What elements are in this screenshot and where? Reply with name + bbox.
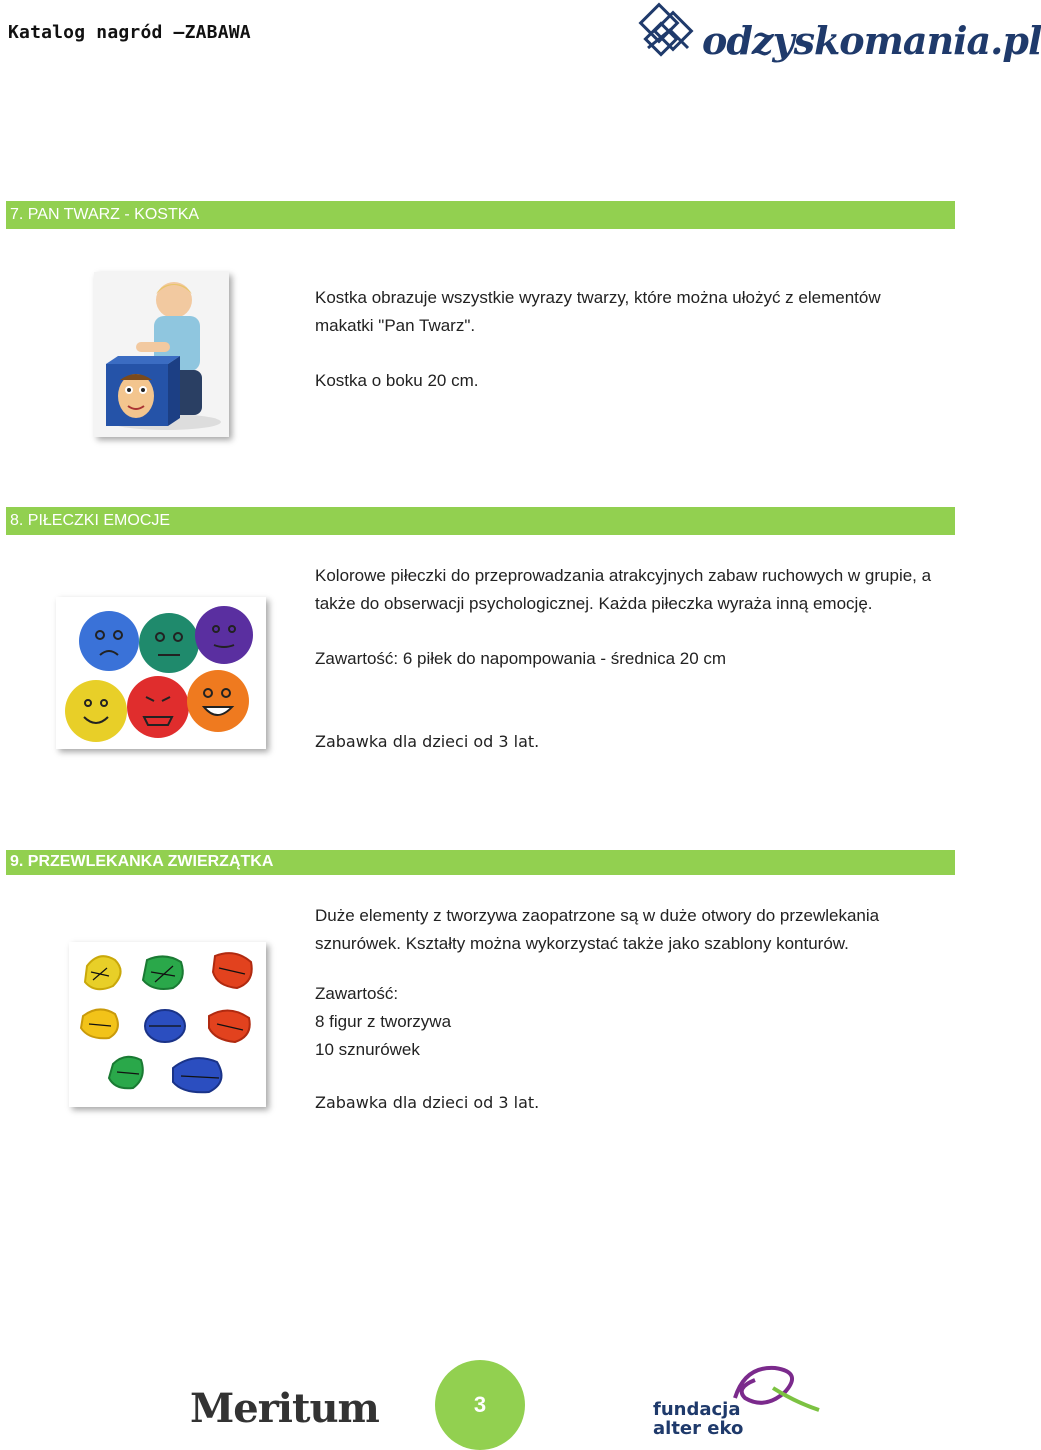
meritum-logo: Meritum — [190, 1385, 379, 1432]
section-9-description — [315, 902, 935, 1117]
brand-logo-text: odzyskomania.pl — [702, 18, 1041, 63]
product-image-face-cube — [94, 272, 229, 437]
age-info: Zabawka dla dzieci od 3 lat. — [315, 732, 540, 751]
product-image-emotion-balls — [56, 597, 266, 749]
section-8-description — [315, 562, 935, 756]
page-number: 3 — [435, 1360, 525, 1450]
document-title: Katalog nagród –ZABAWA — [8, 22, 251, 43]
section-header-7 — [6, 201, 955, 229]
age-info: Zabawka dla dzieci od 3 lat. — [315, 1093, 540, 1112]
logo-line: fundacja — [653, 1399, 741, 1420]
fundacja-alter-eko-logo — [653, 1400, 743, 1438]
section-title: 7. PAN TWARZ - KOSTKA — [10, 206, 200, 223]
logo-line: alter eko — [653, 1418, 744, 1439]
contents-item: 10 sznurówek — [315, 1040, 420, 1059]
paragraph: Kostka obrazuje wszystkie wyrazy twarzy, które można ułożyć z elementów makatki "Pan Twarz". — [315, 288, 881, 335]
section-header-9 — [6, 850, 955, 875]
contents-item: 8 figur z tworzywa — [315, 1012, 452, 1031]
section-header-8 — [6, 507, 955, 535]
paragraph: Duże elementy z tworzywa zaopatrzone są w duże otwory do przewlekania sznurówek. Kształty można wykorzystać także jako szablony konturów. — [315, 906, 880, 953]
paragraph: Zawartość: 6 piłek do napompowania - średnica 20 cm — [315, 649, 727, 668]
paragraph: Kostka o boku 20 cm. — [315, 371, 479, 390]
paragraph: Kolorowe piłeczki do przeprowadzania atrakcyjnych zabaw ruchowych w grupie, a także do obserwacji psychologicznej. Każda piłeczka wyraża inną emocję. — [315, 566, 932, 613]
product-image-lacing-animals — [69, 942, 266, 1107]
section-title: 8. PIŁECZKI EMOCJE — [10, 512, 171, 529]
section-title: 9. PRZEWLEKANKA ZWIERZĄTKA — [10, 853, 274, 870]
section-7-description — [315, 284, 935, 395]
contents-label: Zawartość: — [315, 984, 399, 1003]
